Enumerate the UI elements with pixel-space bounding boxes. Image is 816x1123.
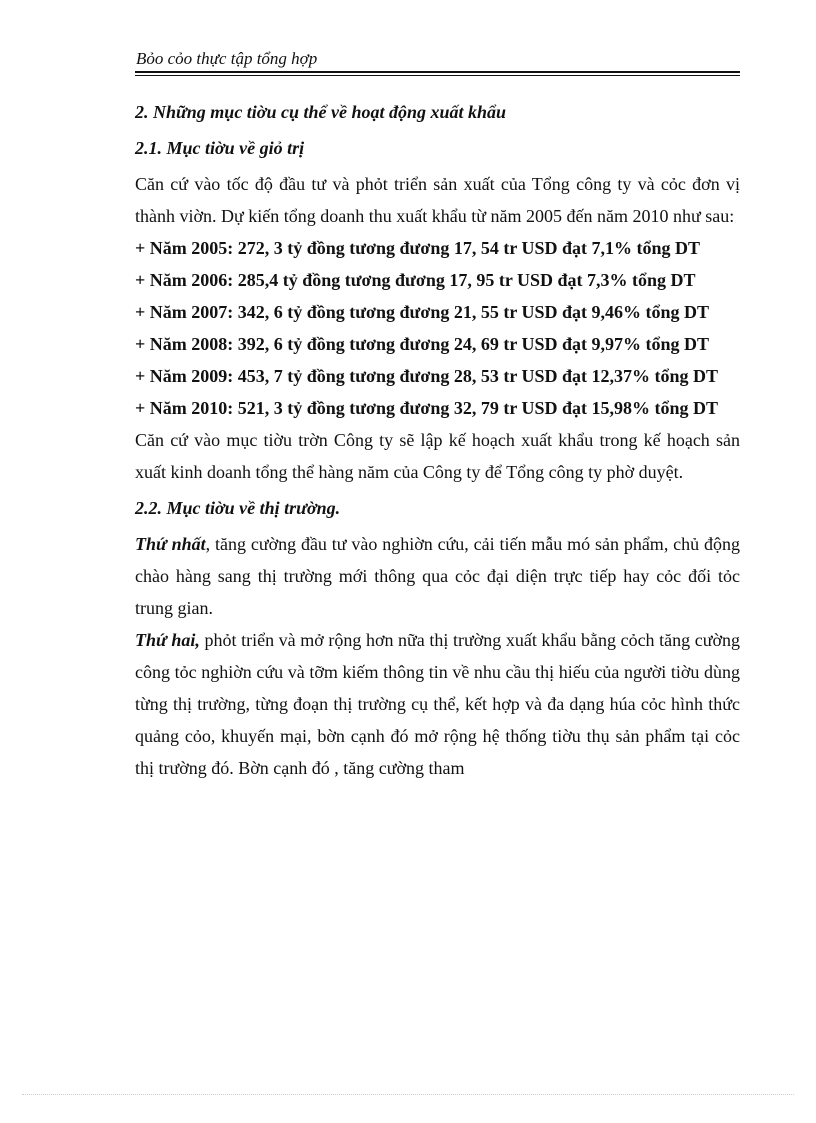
subsection-1-conclusion: Căn cứ vào mục tiờu trờn Công ty sẽ lập kế hoạch xuất khẩu trong kế hoạch sản xuất kinh doanh tổng thể hàng năm của Công ty để Tổng công ty phờ duyệt. [135, 430, 740, 482]
subsection-1-intro: Căn cứ vào tốc độ đầu tư và phỏt triển sản xuất của Tổng công ty và cỏc đơn vị thành viờn. Dự kiến tổng doanh thu xuất khẩu từ năm 2005 đến năm 2010 như sau: [135, 174, 740, 226]
paragraph-second [135, 624, 740, 784]
paragraph-second-lead: Thứ hai, [135, 630, 200, 650]
target-2009: + Năm 2009: 453, 7 tỷ đồng tương đương 28, 53 tr USD đạt 12,37% tổng DT [135, 366, 719, 386]
page-header [135, 48, 740, 76]
paragraph-second-text: phỏt triển và mở rộng hơn nữa thị trường xuất khẩu bằng cỏch tăng cường công tỏc nghiờn cứu và tỡm kiếm thông tin về nhu cầu thị hiếu của người tiờu dùng từng thị trường, từng đoạn thị trường cụ thể, kết hợp và đa dạng húa cỏc hình thức quảng cỏo, khuyến mại, bờn cạnh đó mở rộng hệ thống tiờu thụ sản phẩm tại cỏc thị trường đó. Bờn cạnh đó , tăng cường tham [135, 630, 740, 778]
target-2007: + Năm 2007: 342, 6 tỷ đồng tương đương 21, 55 tr USD đạt 9,46% tổng DT [135, 302, 710, 322]
paragraph-first [135, 528, 740, 624]
header-rule-thin [135, 75, 740, 76]
section-heading: 2. Những mục tiờu cụ thể về hoạt động xuất khẩu [135, 102, 507, 122]
paragraph-first-lead: Thứ nhất [135, 534, 206, 554]
target-2006: + Năm 2006: 285,4 tỷ đồng tương đương 17, 95 tr USD đạt 7,3% tổng DT [135, 270, 696, 290]
paragraph-first-text: , tăng cường đầu tư vào nghiờn cứu, cải tiến mẫu mó sản phẩm, chủ động chào hàng sang thị trường mới thông qua cỏc đại diện trực tiếp hay cỏc đối tỏc trung gian. [135, 534, 740, 618]
subsection-1-heading: 2.1. Mục tiờu về giỏ trị [135, 138, 305, 158]
page-body [135, 96, 740, 784]
page-bottom-dotted-line [22, 1094, 794, 1095]
target-2008: + Năm 2008: 392, 6 tỷ đồng tương đương 24, 69 tr USD đạt 9,97% tổng DT [135, 334, 710, 354]
revenue-target-list [135, 232, 740, 424]
target-2010: + Năm 2010: 521, 3 tỷ đồng tương đương 32, 79 tr USD đạt 15,98% tổng DT [135, 398, 719, 418]
header-rule-thick [135, 71, 740, 73]
header-title: Bỏo cỏo thực tập tổng hợp [136, 49, 318, 68]
subsection-2-heading: 2.2. Mục tiờu về thị trường. [135, 498, 341, 518]
target-2005: + Năm 2005: 272, 3 tỷ đồng tương đương 17, 54 tr USD đạt 7,1% tổng DT [135, 238, 701, 258]
